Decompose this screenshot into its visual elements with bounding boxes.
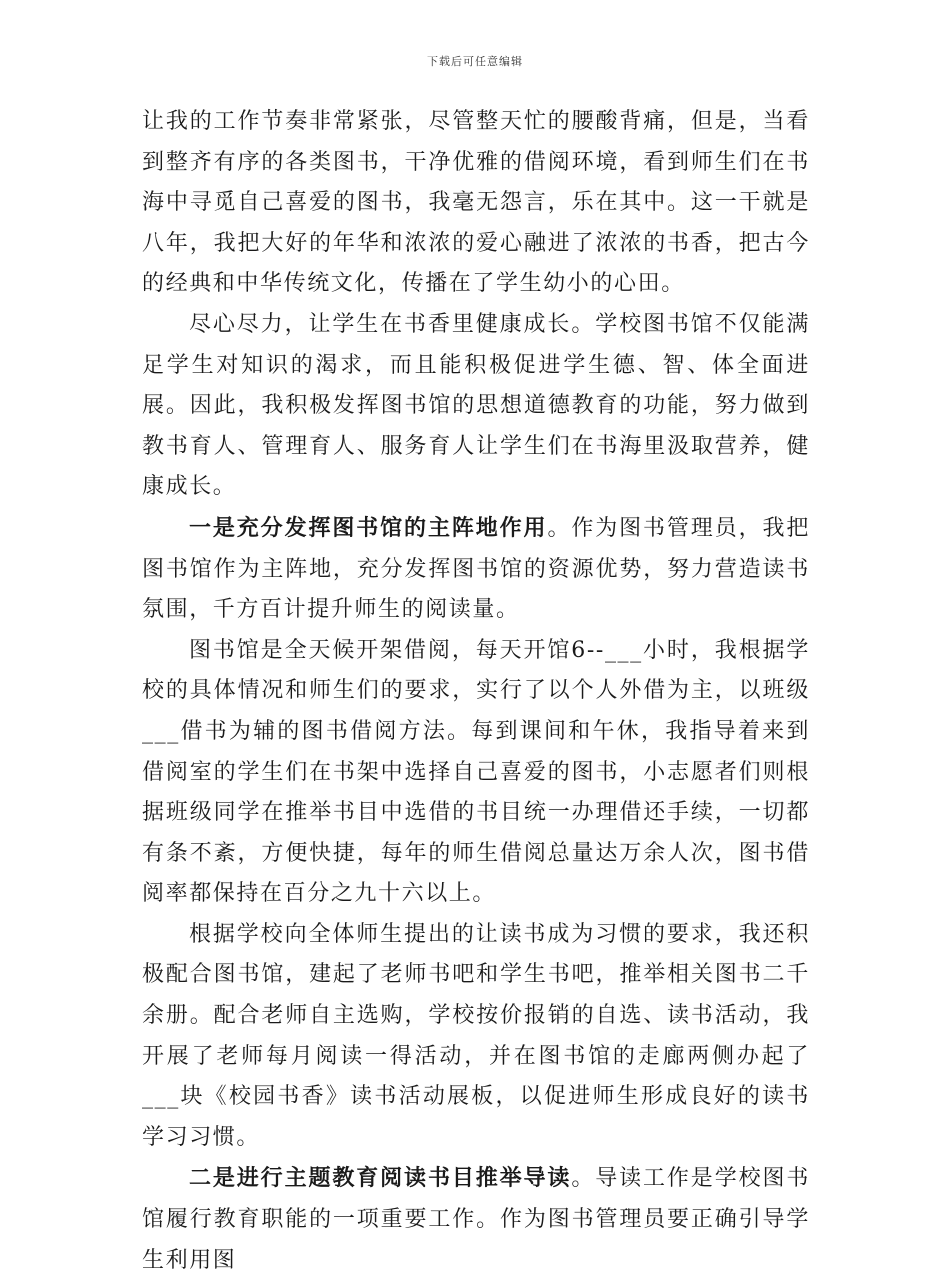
- paragraph-library-hours: [142, 631, 810, 915]
- article-body: [142, 102, 810, 1281]
- paragraph-text: 。导读工作是学校图书馆履行教育职能的一项重要工作。作为图书管理员要正确引导学生利用图: [142, 1166, 810, 1273]
- paragraph-text: 尽心尽力，让学生在书香里健康成长。学校图书馆不仅能满足学生对知识的渴求，而且能积极促进学生德、智、体全面进展。因此，我积极发挥图书馆的思想道德教育的功能，努力做到教书育人、管理育人、服务育人让学生们在书海里汲取营养，健康成长。: [142, 311, 810, 500]
- paragraph-point-two: [142, 1158, 810, 1281]
- bold-heading-one: 一是充分发挥图书馆的主阵地作用: [189, 514, 548, 541]
- paragraph-continuation: [142, 102, 810, 305]
- paragraph-text: 图书馆是全天候开架借阅，每天开馆6--___小时，我根据学校的具体情况和师生们的要求，实行了以个人外借为主，以班级___借书为辅的图书借阅方法。每到课间和午休，我指导着来到借阅室的学生们在书架中选择自己喜爱的图书，小志愿者们则根据班级同学在推举书目中选借的书目统一办理借还手续，一切都有条不紊，方便快捷，每年的师生借阅总量达万余人次，图书借阅率都保持在百分之九十六以上。: [142, 637, 810, 907]
- paragraph-text: 。作为图书管理员，我把图书馆作为主阵地，充分发挥图书馆的资源优势，努力营造读书氛围，千方百计提升师生的阅读量。: [142, 515, 810, 623]
- paragraph-care: [142, 305, 810, 508]
- paragraph-reading-habit: [142, 915, 810, 1159]
- paragraph-text: 让我的工作节奏非常紧张，尽管整天忙的腰酸背痛，但是，当看到整齐有序的各类图书，干净优雅的借阅环境，看到师生们在书海中寻觅自己喜爱的图书，我毫无怨言，乐在其中。这一干就是八年，我把大好的年华和浓浓的爱心融进了浓浓的书香，把古今的经典和中华传统文化，传播在了学生幼小的心田。: [142, 109, 810, 297]
- paragraph-text: 根据学校向全体师生提出的让读书成为习惯的要求，我还积极配合图书馆，建起了老师书吧和学生书吧，推举相关图书二千余册。配合老师自主选购，学校按价报销的自选、读书活动，我开展了老师每月阅读一得活动，并在图书馆的走廊两侧办起了___块《校园书香》读书活动展板，以促进师生形成良好的读书学习习惯。: [142, 921, 810, 1150]
- paragraph-point-one: [142, 508, 810, 631]
- download-note: 下载后可任意编辑: [427, 55, 523, 68]
- bold-heading-two: 二是进行主题教育阅读书目推举导读: [189, 1165, 572, 1192]
